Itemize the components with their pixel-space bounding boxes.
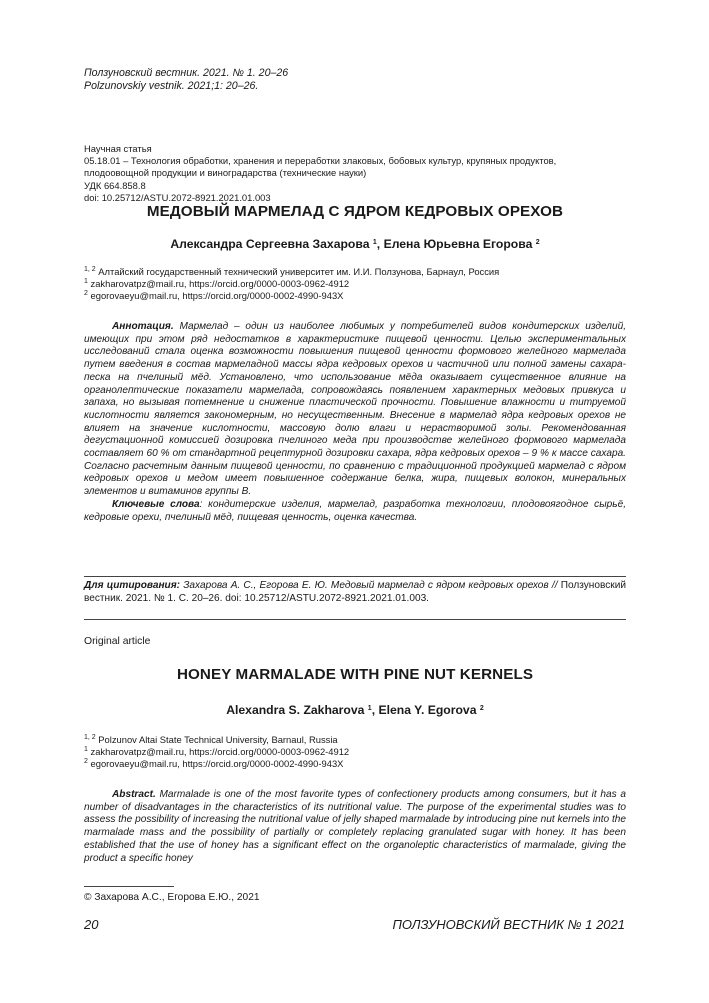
email-line-1	[84, 278, 626, 290]
affiliation-mark: 1, 2	[84, 734, 96, 741]
author-2: Elena Y. Egorova	[378, 703, 477, 717]
email-text: zakharovatpz@mail.ru, https://orcid.org/0000-0003-0962-4912	[90, 278, 350, 290]
citation-plain: Ползуновский вестник. 2021. № 1. С. 20–26. doi: 10.25712/ASTU.2072-8921.2021.01.003.	[84, 580, 626, 604]
affiliation-line	[84, 266, 626, 278]
footnote-divider	[84, 886, 174, 887]
email-text: zakharovatpz@mail.ru, https://orcid.org/0000-0003-0962-4912	[90, 746, 350, 758]
author-1-affiliation-mark: 1	[367, 705, 372, 712]
journal-header	[84, 67, 626, 94]
journal-issue-footer: ПОЛЗУНОВСКИЙ ВЕСТНИК № 1 2021	[392, 917, 625, 932]
article-type-en: Original article	[84, 636, 151, 647]
affiliation-text: Алтайский государственный технический университет им. И.И. Ползунова, Барнаул, Россия	[98, 266, 500, 277]
doi: doi: 10.25712/ASTU.2072-8921.2021.01.003	[84, 191, 271, 203]
abstract-ru	[84, 321, 626, 524]
citation-label: Для цитирования:	[84, 580, 181, 591]
specialty-line-1: 05.18.01 – Технология обработки, хранения и переработки злаковых, бобовых культур, крупяных продуктов,	[84, 155, 557, 167]
abstract-label: Аннотация.	[112, 321, 174, 332]
abstract-paragraph	[84, 789, 626, 865]
affiliation-mark: 1, 2	[84, 266, 96, 273]
article-type: Научная статья	[84, 143, 152, 154]
author-separator: ,	[371, 703, 379, 717]
email-line-2	[84, 758, 626, 770]
keywords-text: : кондитерские изделия, мармелад, разработка технологии, плодовоягодное сырьё, кедровые орехи, пчелиный мёд, пищевая ценность, оценка качества.	[84, 498, 626, 523]
email-mark: 1	[84, 278, 88, 286]
specialty-line-2: плодоовощной продукции и виноградарства (технические науки)	[84, 167, 367, 179]
authors-en	[84, 703, 626, 717]
title-ru: МЕДОВЫЙ МАРМЕЛАД С ЯДРОМ КЕДРОВЫХ ОРЕХОВ	[146, 203, 564, 220]
title-en: HONEY MARMALADE WITH PINE NUT KERNELS	[176, 666, 534, 683]
affiliations-ru	[84, 266, 626, 303]
citation-block	[84, 580, 626, 605]
affiliation-line	[84, 734, 626, 746]
journal-citation-ru: Ползуновский вестник. 2021. № 1. 20–26	[84, 67, 289, 79]
divider-bottom	[84, 619, 626, 620]
keywords-paragraph	[84, 499, 626, 524]
email-text: egorovaeyu@mail.ru, https://orcid.org/0000-0002-4990-943X	[90, 290, 344, 302]
email-mark: 2	[84, 290, 88, 298]
copyright: © Захарова А.С., Егорова Е.Ю., 2021	[84, 892, 260, 903]
abstract-text: Мармелад – один из наиболее любимых у потребителей видов кондитерских изделий, имеющих при этом ряд недостатков в характеристике пищевой ценности. Целью экспериментальных исследований стала оценка возможности повышения пищевой ценности формового желейного мармелада путем введения в состав мармеладной массы ядра кедровых орехов и частичной или полной замены сахара-песка на пчелиный мёд. Установлено, что использование мёда оказывает существенное влияние на органолептические показатели мармелада, сопровождаясь появлением характерных медовых привкуса и запаха, но вызывая потемнение и снижение пластической прочности. Повышение влажности и титруемой кислотности является закономерным, но несущественным. Внесение в мармелад ядра кедровых орехов не влияет на значение кислотности, массовую долю влаги и нерастворимой золы. Рекомендованная дегустационной комиссией дозировка пчелиного меда при производстве желейного формового мармелада составляет 60 % от стандартной рецептурной дозировки сахара, ядра кедровых орехов – 9 % к массе сахара. Согласно расчетным данным пищевой ценности, по сравнению с традиционной продукцией мармелад с ядром кедровых орехов и медом имеет повышенное содержание белка, жира, пищевых волокон, минеральных элементов и витаминов группы B.	[84, 321, 626, 498]
author-separator: ,	[376, 237, 384, 251]
affiliation-text: Polzunov Altai State Technical University, Barnaul, Russia	[98, 734, 338, 745]
page-number: 20	[84, 917, 99, 932]
article-meta	[84, 143, 626, 204]
divider-top	[84, 576, 626, 577]
abstract-en	[84, 789, 626, 865]
author-2: Елена Юрьевна Егорова	[383, 237, 533, 251]
email-mark: 2	[84, 758, 88, 766]
keywords-label: Ключевые слова	[112, 498, 200, 510]
udc-code: УДК 664.858.8	[84, 179, 146, 191]
abstract-label: Abstract.	[112, 789, 156, 800]
author-1: Александра Сергеевна Захарова	[170, 237, 370, 251]
citation-italic: Захарова А. С., Егорова Е. Ю. Медовый мармелад с ядром кедровых орехов //	[180, 580, 558, 591]
abstract-paragraph	[84, 321, 626, 499]
author-1: Alexandra S. Zakharova	[226, 703, 365, 717]
author-2-affiliation-mark: 2	[535, 239, 540, 246]
email-line-2	[84, 290, 626, 302]
author-1-affiliation-mark: 1	[372, 239, 377, 246]
abstract-text: Marmalade is one of the most favorite types of confectionery products among consumers, but it has a number of disadvantages in the characteristics of its nutritional value. The purpose of the experimental studies was to assess the possibility of increasing the nutritional value of jelly shaped marmalade by introducing pine nut kernels into the marmalade mass and the possibility of partially or completely replacing granulated sugar with honey. It has been established that the use of honey has a significant effect on the organoleptic characteristics of marmalade, giving the product a specific honey	[84, 789, 626, 864]
email-line-1	[84, 746, 626, 758]
email-mark: 1	[84, 746, 88, 754]
journal-citation-en: Polzunovskiy vestnik. 2021;1: 20–26.	[84, 80, 259, 93]
authors-ru	[84, 237, 626, 251]
email-text: egorovaeyu@mail.ru, https://orcid.org/0000-0002-4990-943X	[90, 758, 344, 770]
affiliations-en	[84, 734, 626, 771]
author-2-affiliation-mark: 2	[479, 705, 484, 712]
